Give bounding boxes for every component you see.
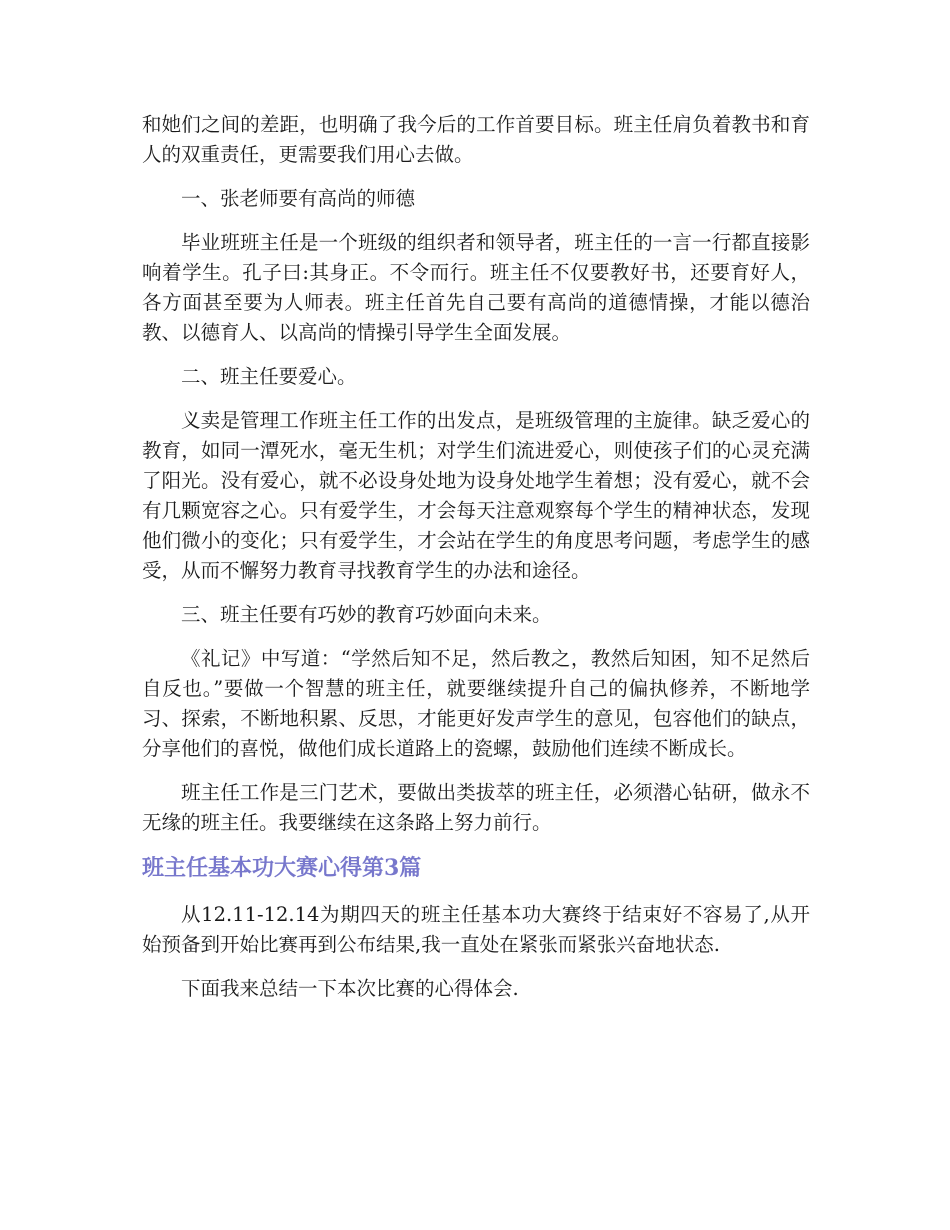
paragraph: 从12.11-12.14为期四天的班主任基本功大赛终于结束好不容易了,从开始预备到开始比赛再到公布结果,我一直处在紧张而紧张兴奋地状态.: [142, 903, 810, 956]
section-heading: 班主任基本功大赛心得第3篇: [142, 855, 422, 881]
section-point-3: 三、班主任要有巧妙的教育巧妙面向未来。: [181, 603, 552, 626]
paragraph: 毕业班班主任是一个班级的组织者和领导者，班主任的一言一行都直接影响着学生。孔子曰:其身正。不令而行。班主任不仅要教好书，还要育好人，各方面甚至要为人师表。班主任首先自己要有高尚的道德情操，才能以德治教、以德育人、以高尚的情操引导学生全面发展。: [142, 231, 810, 344]
section-point-1: 一、张老师要有高尚的师德: [181, 187, 416, 210]
document-page: [142, 110, 810, 1018]
paragraph: 《礼记》中写道：“学然后知不足，然后教之，教然后知困，知不足然后自反也。”要做一个智慧的班主任，就要继续提升自己的偏执修养，不断地学习、探索，不断地积累、反思，才能更好发声学生的意见，包容他们的缺点，分享他们的喜悦，做他们成长道路上的瓷螺，鼓励他们连续不断成长。: [142, 647, 810, 760]
paragraph: 义卖是管理工作班主任工作的出发点，是班级管理的主旋律。缺乏爱心的教育，如同一潭死水，毫无生机；对学生们流进爱心，则使孩子们的心灵充满了阳光。没有爱心，就不必设身处地为设身处地学生着想；没有爱心，就不会有几颗宽容之心。只有爱学生，才会每天注意观察每个学生的精神状态，发现他们微小的变化；只有爱学生，才会站在学生的角度思考问题，考虑学生的感受，从而不懈努力教育寻找教育学生的办法和途径。: [142, 409, 810, 582]
paragraph: 班主任工作是三门艺术，要做出类拔萃的班主任，必须潜心钻研，做永不无缘的班主任。我要继续在这条路上努力前行。: [142, 781, 810, 834]
paragraph: 下面我来总结一下本次比赛的心得体会.: [181, 977, 519, 1000]
paragraph: 和她们之间的差距，也明确了我今后的工作首要目标。班主任肩负着教书和育人的双重责任，更需要我们用心去做。: [142, 113, 810, 166]
section-point-2: 二、班主任要爱心。: [181, 365, 357, 388]
